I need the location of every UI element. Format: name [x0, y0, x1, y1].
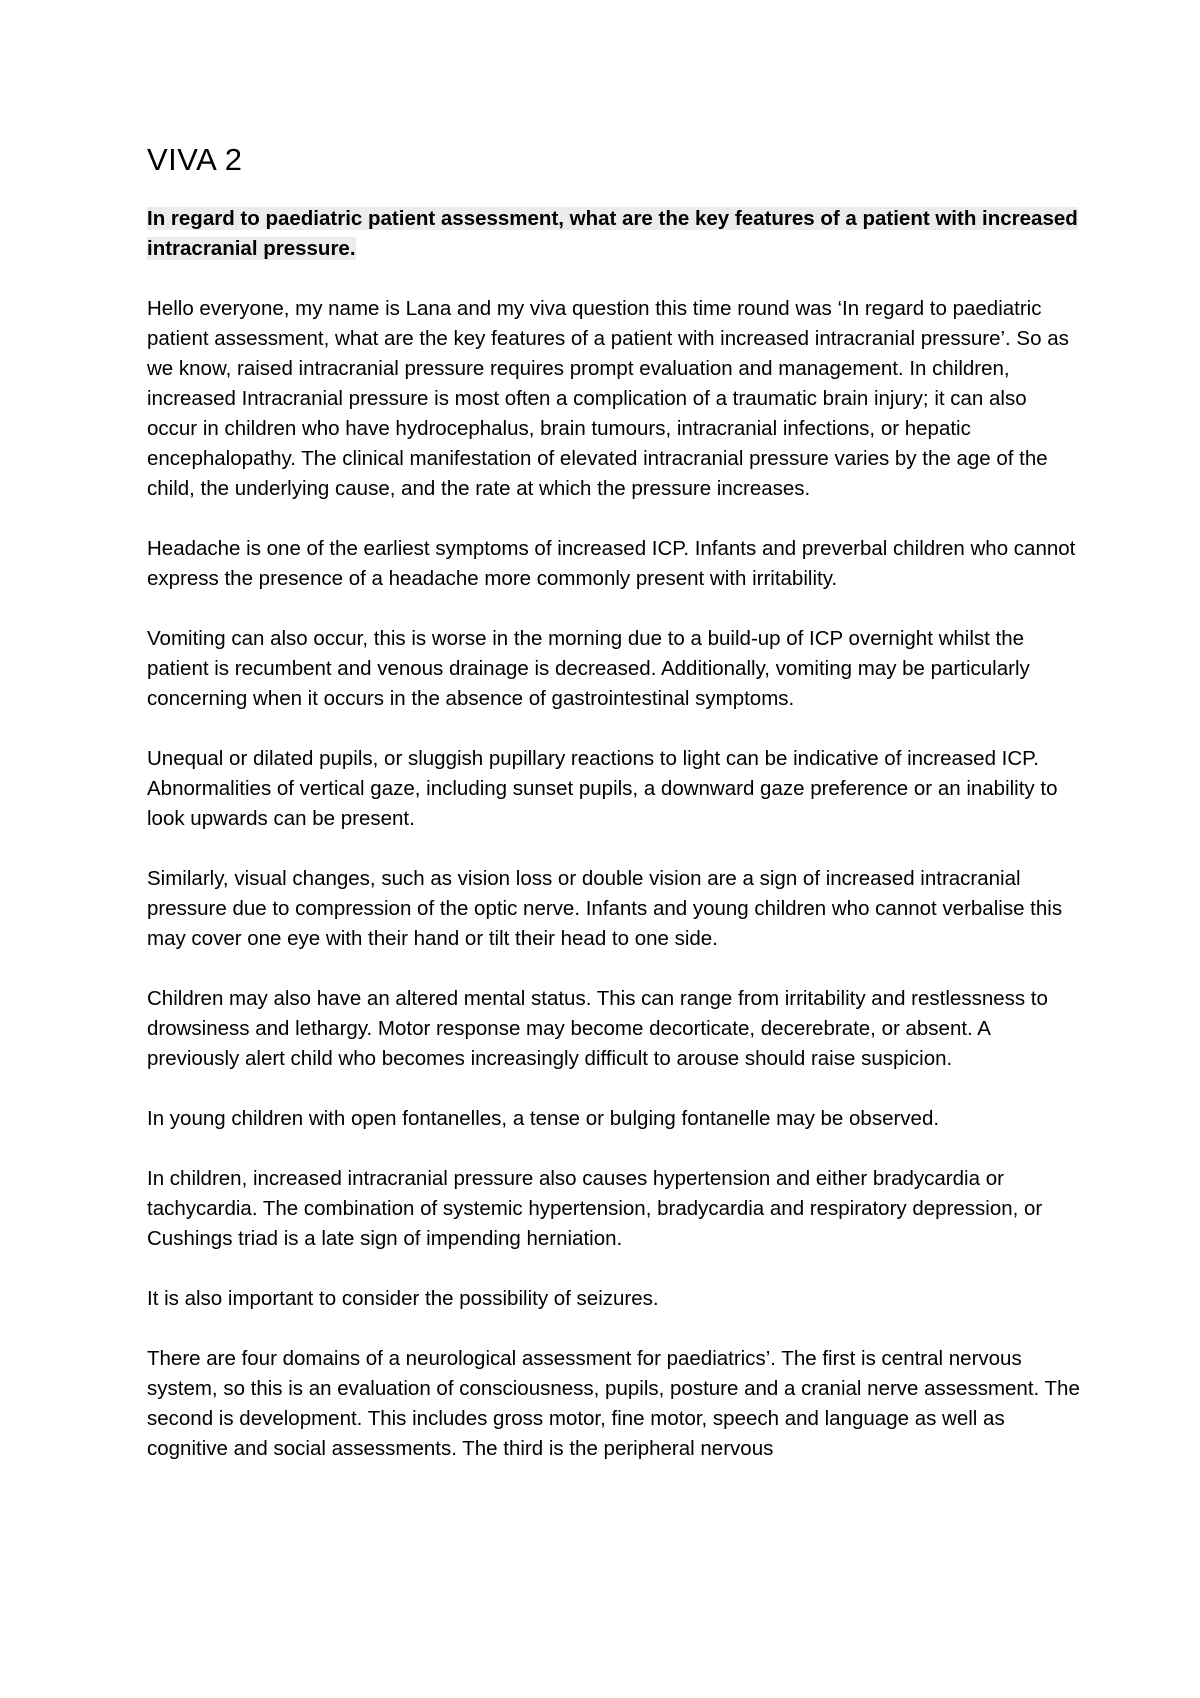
paragraph-vomiting: Vomiting can also occur, this is worse in the morning due to a build-up of ICP overnight whilst the patient is recumbent and venous drainage is decreased. Additionally, vomiting may be particularly concerning when it occurs in the absence of gastrointestinal symptoms. [147, 627, 1030, 710]
paragraph-visual-changes: Similarly, visual changes, such as vision loss or double vision are a sign of increased intracranial pressure due to compression of the optic nerve. Infants and young children who cannot verbalise this may cover one eye with their hand or tilt their head to one side. [147, 867, 1063, 950]
document-title: VIVA 2 [147, 142, 243, 177]
paragraph-neuro-domains: There are four domains of a neurological assessment for paediatrics’. The first is central nervous system, so this is an evaluation of consciousness, pupils, posture and a cranial nerve assessment. The second is development. This includes gross motor, fine motor, speech and language as well as cognitive and social assessments. The third is the peripheral nervous [147, 1347, 1080, 1460]
document-body [147, 140, 1082, 1494]
paragraph-intro: Hello everyone, my name is Lana and my viva question this time round was ‘In regard to paediatric patient assessment, what are the key features of a patient with increased intracranial pressure’. So as we know, raised intracranial pressure requires prompt evaluation and management. In children, increased Intracranial pressure is most often a complication of a traumatic brain injury; it can also occur in children who have hydrocephalus, brain tumours, intracranial infections, or hepatic encephalopathy. The clinical manifestation of elevated intracranial pressure varies by the age of the child, the underlying cause, and the rate at which the pressure increases. [147, 297, 1069, 500]
paragraph-cushings-triad: In children, increased intracranial pressure also causes hypertension and either bradycardia or tachycardia. The combination of systemic hypertension, bradycardia and respiratory depression, or Cushings triad is a late sign of impending herniation. [147, 1167, 1043, 1250]
paragraph-fontanelles: In young children with open fontanelles, a tense or bulging fontanelle may be observed. [147, 1107, 940, 1130]
paragraph-headache: Headache is one of the earliest symptoms of increased ICP. Infants and preverbal children who cannot express the presence of a headache more commonly present with irritability. [147, 537, 1076, 590]
paragraph-pupils: Unequal or dilated pupils, or sluggish pupillary reactions to light can be indicative of increased ICP. Abnormalities of vertical gaze, including sunset pupils, a downward gaze preference or an inability to look upwards can be present. [147, 747, 1058, 830]
viva-question [147, 204, 1082, 264]
paragraph-mental-status: Children may also have an altered mental status. This can range from irritability and restlessness to drowsiness and lethargy. Motor response may become decorticate, decerebrate, or absent. A previously alert child who becomes increasingly difficult to arouse should raise suspicion. [147, 987, 1048, 1070]
viva-question-text: In regard to paediatric patient assessment, what are the key features of a patient with increased intracranial pressure. [147, 207, 1078, 260]
paragraph-seizures: It is also important to consider the possibility of seizures. [147, 1287, 659, 1310]
